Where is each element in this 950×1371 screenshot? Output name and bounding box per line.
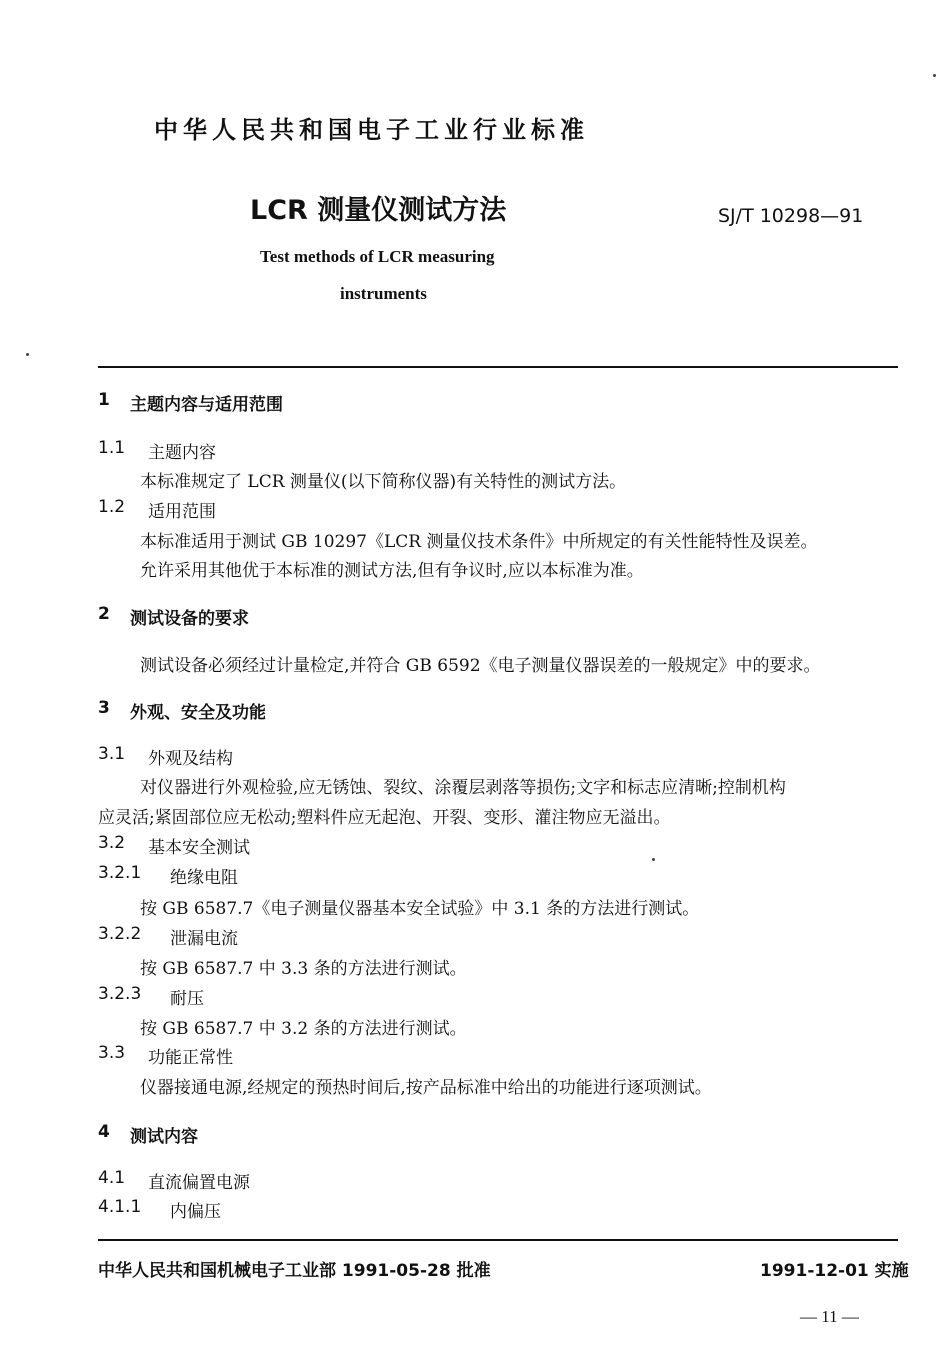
document-title: LCR 测量仪测试方法 (250, 195, 507, 226)
section-1-1-title: 主题内容 (148, 443, 216, 463)
section-4-1-title: 直流偏置电源 (148, 1173, 250, 1193)
section-2-paragraph: 测试设备必须经过计量检定,并符合 GB 6592《电子测量仪器误差的一般规定》中的要求。 (140, 656, 821, 676)
header-divider (98, 366, 898, 368)
org-title: 中华人民共和国电子工业行业标准 (154, 116, 589, 144)
section-1-number: 1 (98, 390, 110, 410)
section-3-2-title: 基本安全测试 (148, 838, 250, 858)
scan-speck (652, 858, 655, 861)
section-4-1-1-title: 内偏压 (170, 1202, 221, 1222)
section-3-2-2-paragraph: 按 GB 6587.7 中 3.3 条的方法进行测试。 (140, 959, 467, 979)
section-3-1-paragraph-1: 对仪器进行外观检验,应无锈蚀、裂纹、涂覆层剥落等损伤;文字和标志应清晰;控制机构 (140, 778, 786, 798)
section-1-2-paragraph-2: 允许采用其他优于本标准的测试方法,但有争议时,应以本标准为准。 (140, 561, 644, 581)
section-1-2-title: 适用范围 (148, 502, 216, 522)
section-3-2-1-paragraph: 按 GB 6587.7《电子测量仪器基本安全试验》中 3.1 条的方法进行测试。 (140, 899, 700, 919)
section-4-1-1-number: 4.1.1 (98, 1197, 142, 1217)
effective-date: 1991-12-01 实施 (760, 1261, 909, 1281)
section-1-title: 主题内容与适用范围 (130, 395, 283, 415)
scan-speck (933, 74, 936, 77)
page-number: — 11 — (800, 1307, 859, 1326)
section-1-1-number: 1.1 (98, 438, 126, 458)
section-2-number: 2 (98, 604, 110, 624)
section-3-2-3-number: 3.2.3 (98, 984, 142, 1004)
approval-line: 中华人民共和国机械电子工业部 1991-05-28 批准 (98, 1261, 491, 1281)
section-3-3-title: 功能正常性 (148, 1048, 233, 1068)
section-3-2-2-title: 泄漏电流 (170, 929, 238, 949)
section-3-2-3-paragraph: 按 GB 6587.7 中 3.2 条的方法进行测试。 (140, 1019, 467, 1039)
section-3-3-paragraph: 仪器接通电源,经规定的预热时间后,按产品标准中给出的功能进行逐项测试。 (140, 1078, 712, 1098)
section-4-number: 4 (98, 1122, 110, 1142)
section-4-title: 测试内容 (130, 1127, 198, 1147)
section-3-title: 外观、安全及功能 (130, 703, 266, 723)
section-1-1-paragraph: 本标准规定了 LCR 测量仪(以下简称仪器)有关特性的测试方法。 (140, 472, 627, 492)
section-3-2-1-number: 3.2.1 (98, 863, 142, 883)
footer-divider (98, 1239, 898, 1241)
section-2-title: 测试设备的要求 (130, 609, 249, 629)
standard-number: SJ/T 10298—91 (718, 205, 864, 227)
section-4-1-number: 4.1 (98, 1168, 126, 1188)
english-title-line2: instruments (340, 284, 427, 303)
section-3-2-2-number: 3.2.2 (98, 924, 142, 944)
section-3-3-number: 3.3 (98, 1043, 126, 1063)
section-3-2-number: 3.2 (98, 833, 126, 853)
section-3-1-paragraph-2: 应灵活;紧固部位应无松动;塑料件应无起泡、开裂、变形、灌注物应无溢出。 (98, 808, 671, 828)
section-3-1-title: 外观及结构 (148, 749, 233, 769)
english-title-line1: Test methods of LCR measuring (260, 247, 495, 266)
section-3-2-1-title: 绝缘电阻 (170, 868, 238, 888)
section-1-2-paragraph-1: 本标准适用于测试 GB 10297《LCR 测量仪技术条件》中所规定的有关性能特性及误差。 (140, 532, 818, 552)
section-3-1-number: 3.1 (98, 744, 126, 764)
section-3-number: 3 (98, 698, 110, 718)
section-1-2-number: 1.2 (98, 497, 126, 517)
scan-speck (26, 353, 29, 356)
section-3-2-3-title: 耐压 (170, 989, 204, 1009)
